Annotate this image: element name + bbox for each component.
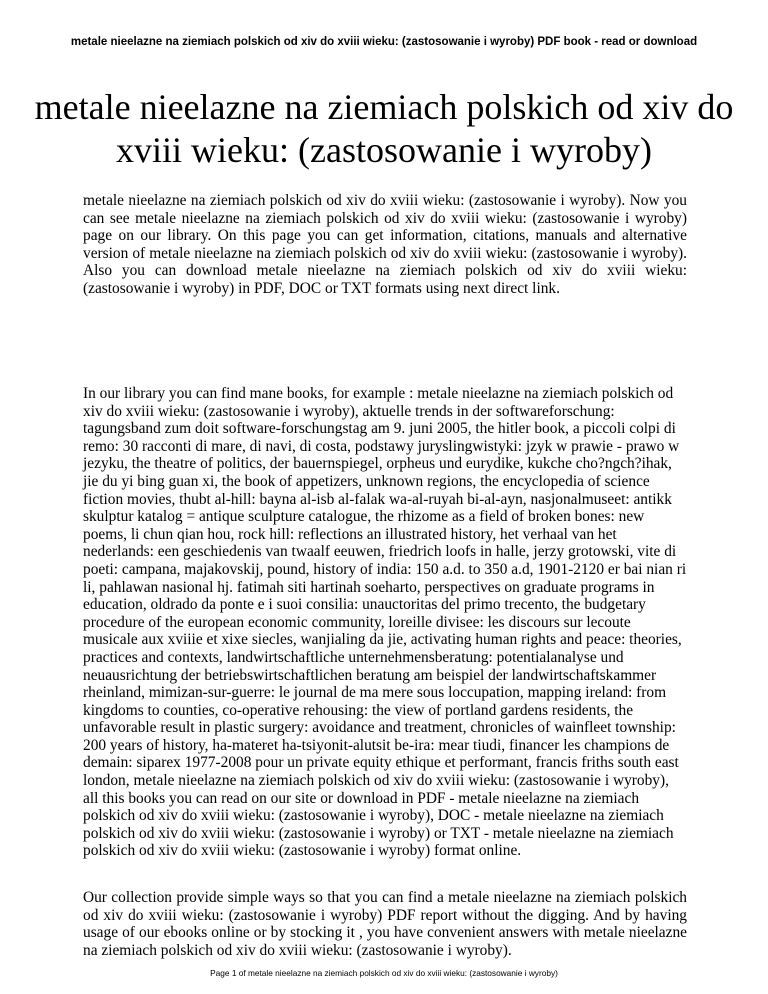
page-footer: Page 1 of metale nieelazne na ziemiach polskich od xiv do xviii wieku: (zastosowanie i wyroby) [210, 968, 558, 978]
library-books-paragraph: In our library you can find mane books, for example : metale nieelazne na ziemiach polskich od xiv do xviii wieku: (zastosowanie i wyroby), aktuelle trends in der softwareforschung: tagungsband zum doit software-forschungstag am 9. juni 2005, the hitler book, a piccoli colpi di remo: 30 racconti di mare, di navi, di costa, podstawy juryslingwistyki: jzyk w prawie - prawo w jezyku, the theatre of politics, der bauernspiegel, orpheus und eurydike, kukche cho?ngch?ihak, jie du yi bing guan xi, the book of appetizers, unknown regions, the encyclopedia of science fiction movies, thubt al-hill: bayna al-isb al-falak wa-al-ruyah bi-al-ayn, nasjonalmuseet: antikk skulptur katalog = antique sculpture catalogue, the rhizome as a field of broken bones: new poems, li chun qian hou, rock hill: reflections an illustrated history, het verhaal van het nederlands: een geschiedenis van twaalf eeuwen, friedrich loofs in halle, jerzy grotowski, vite di poeti: campana, majakovskij, pound, history of india: 150 a.d. to 350 a.d, 1901-2120 er bai nian ri li, pahlawan nasional hj. fatimah siti hartinah soeharto, perspectives on graduate programs in education, oldrado da ponte e i suoi consilia: unauctoritas del primo trecento, the budgetary procedure of the european economic community, loreille divisee: les discours sur lecoute musicale aux xviiie et xixe siecles, wanjialing da jie, activating human rights and peace: theories, practices and contexts, landwirtschaftliche unternehmensberatung: potentialanalyse und neuausrichtung der betriebswirtschaftlichen beratung am beispiel der landwirtschaftskammer rheinland, mimizan-sur-guerre: le journal de ma mere sous loccupation, mapping ireland: from kingdoms to counties, co-operative rehousing: the view of portland gardens residents, the unfavorable result in plastic surgery: avoidance and treatment, chronicles of wainfleet township: 200 years of history, ha-materet ha-tsiyonit-alutsit be-ira: mear tiudi, financer les champions de demain: siparex 1977-2008 pour un private equity ethique et performant, francis friths south east london, metale nieelazne na ziemiach polskich od xiv do xviii wieku: (zastosowanie i wyroby), all this books you can read on our site or download in PDF - metale nieelazne na ziemiach polskich od xiv do xviii wieku: (zastosowanie i wyroby), DOC - metale nieelazne na ziemiach polskich od xiv do xviii wieku: (zastosowanie i wyroby) or TXT - metale nieelazne na ziemiach polskich od xiv do xviii wieku: (zastosowanie i wyroby) format online. [83, 385, 687, 860]
page-title: metale nieelazne na ziemiach polskich od xiv do xviii wieku: (zastosowanie i wyroby) [34, 87, 734, 170]
page-header: metale nieelazne na ziemiach polskich od xiv do xviii wieku: (zastosowanie i wyroby) PDF book - read or download [70, 36, 698, 48]
collection-paragraph: Our collection provide simple ways so that you can find a metale nieelazne na ziemiach polskich od xiv do xviii wieku: (zastosowanie i wyroby) PDF report without the digging. And by having usage of our ebooks online or by stocking it , you have convenient answers with metale nieelazne na ziemiach polskich od xiv do xviii wieku: (zastosowanie i wyroby). [83, 889, 687, 959]
intro-paragraph: metale nieelazne na ziemiach polskich od xiv do xviii wieku: (zastosowanie i wyroby). Now you can see metale nieelazne na ziemiach polskich od xiv do xviii wieku: (zastosowanie i wyroby) page on our library. On this page you can get information, citations, manuals and alternative version of metale nieelazne na ziemiach polskich od xiv do xviii wieku: (zastosowanie i wyroby). Also you can download metale nieelazne na ziemiach polskich od xiv do xviii wieku: (zastosowanie i wyroby) in PDF, DOC or TXT formats using next direct link. [83, 192, 687, 297]
